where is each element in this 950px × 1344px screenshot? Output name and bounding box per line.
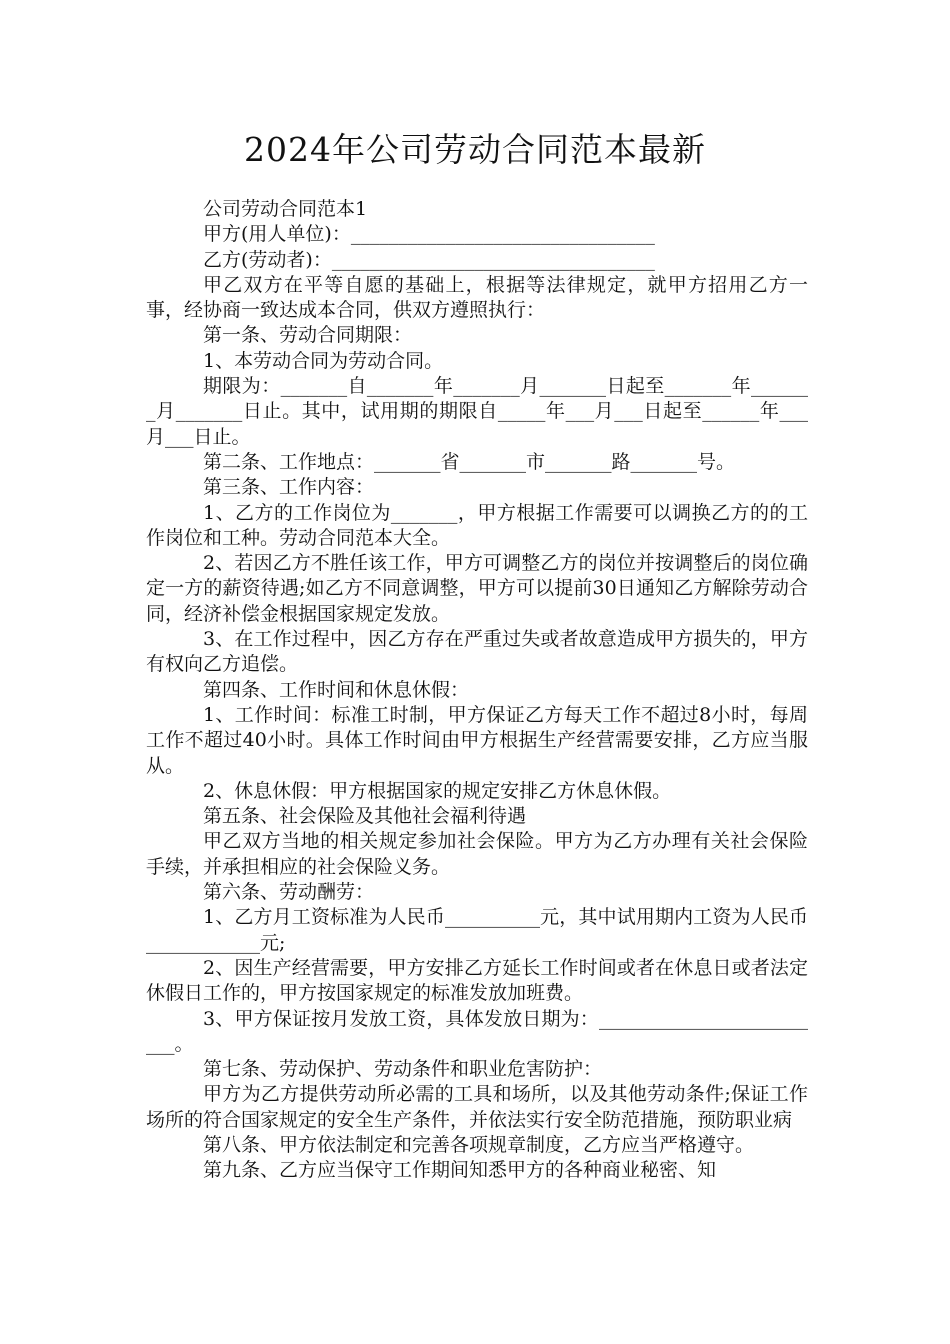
paragraph: 2、因生产经营需要，甲方安排乙方延长工作时间或者在休息日或者法定休假日工作的，甲方按国家规定的标准发放加班费。 <box>146 956 808 1005</box>
document-body <box>146 197 808 1184</box>
paragraph-party-b: 乙方(劳动者)：__________________________________ <box>203 248 655 271</box>
paragraph: 1、乙方的工作岗位为_______，甲方根据工作需要可以调换乙方的的工作岗位和工种。劳动合同范本大全。 <box>146 501 808 549</box>
paragraph: 3、在工作过程中，因乙方存在严重过失或者故意造成甲方损失的，甲方有权向乙方追偿。 <box>146 628 808 676</box>
paragraph: 1、工作时间：标准工时制，甲方保证乙方每天工作不超过8小时，每周工作不超过40小时。具体工作时间由甲方根据生产经营需要安排，乙方应当服从。 <box>146 703 808 777</box>
paragraph-preamble: 甲乙双方在平等自愿的基础上，根据等法律规定，就甲方招用乙方一事，经协商一致达成本合同，供双方遵照执行： <box>146 273 808 322</box>
article-8-heading: 第八条、甲方依法制定和完善各项规章制度，乙方应当严格遵守。 <box>203 1133 755 1156</box>
paragraph: 甲方为乙方提供劳动所必需的工具和场所，以及其他劳动条件;保证工作场所的符合国家规定的安全生产条件，并依法实行安全防范措施，预防职业病 <box>146 1083 808 1131</box>
document-title: 2024年公司劳动合同范本最新 <box>244 130 706 169</box>
paragraph-heading: 公司劳动合同范本1 <box>203 198 368 220</box>
paragraph: 2、若因乙方不胜任该工作，甲方可调整乙方的岗位并按调整后的岗位确定一方的薪资待遇;如乙方不同意调整，甲方可以提前30日通知乙方解除劳动合同，经济补偿金根据国家规定发放。 <box>146 552 808 625</box>
paragraph-party-a: 甲方(用人单位)：________________________________ <box>203 223 655 246</box>
paragraph: 1、乙方月工资标准为人民币__________元，其中试用期内工资为人民币____________元; <box>146 906 808 954</box>
paragraph: 3、甲方保证按月发放工资，具体发放日期为：_________________________。 <box>146 1007 808 1055</box>
paragraph: 1、本劳动合同为劳动合同。 <box>203 349 444 372</box>
article-1-heading: 第一条、劳动合同期限： <box>203 324 413 347</box>
article-4-heading: 第四条、工作时间和休息休假： <box>203 678 470 701</box>
paragraph: 期限为：_______自_______年_______月_______日起至_______年_______月_______日止。其中，试用期的期限自_____年___月___日起至______年___月___日止。 <box>146 375 808 448</box>
article-3-heading: 第三条、工作内容： <box>203 476 375 499</box>
article-5-heading: 第五条、社会保险及其他社会福利待遇 <box>203 805 527 828</box>
paragraph: 2、休息休假：甲方根据国家的规定安排乙方休息休假。 <box>203 779 672 802</box>
paragraph: 甲乙双方当地的相关规定参加社会保险。甲方为乙方办理有关社会保险手续，并承担相应的社会保险义务。 <box>146 830 808 878</box>
article-7-heading: 第七条、劳动保护、劳动条件和职业危害防护： <box>203 1058 603 1081</box>
article-6-heading: 第六条、劳动酬劳： <box>203 881 375 904</box>
article-9-heading: 第九条、乙方应当保守工作期间知悉甲方的各种商业秘密、知 <box>203 1159 717 1182</box>
article-2-heading: 第二条、工作地点：_______省_______市_______路_______号。 <box>203 450 736 473</box>
